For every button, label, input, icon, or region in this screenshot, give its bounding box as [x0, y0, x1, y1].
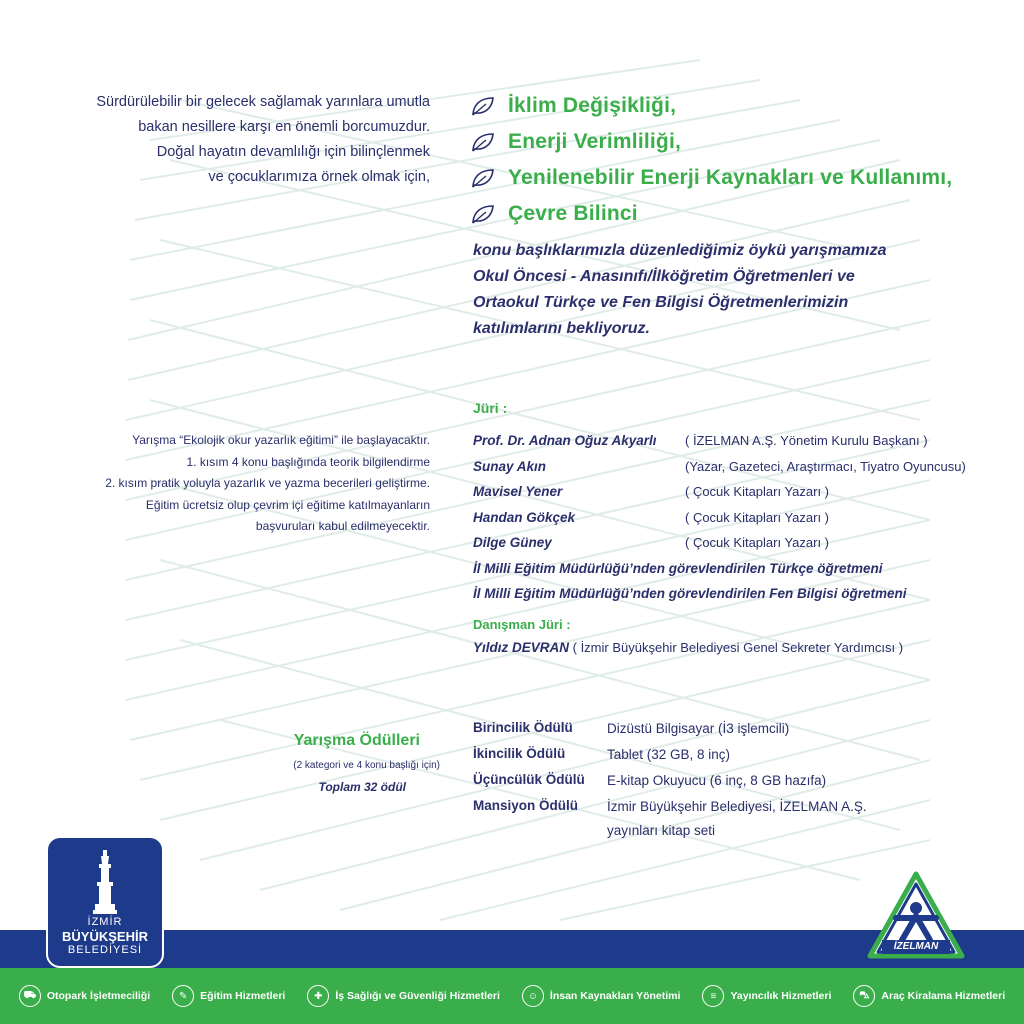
intro-line: Doğal hayatın devamlılığı için bilinçlenmek [156, 144, 430, 160]
prize-value: E-kitap Okuyucu (6 inç, 8 GB hazıfa) [607, 773, 827, 788]
leaf-icon [470, 203, 496, 225]
prize-row [473, 770, 887, 796]
footer-item [522, 985, 681, 1007]
prize-label: Mansiyon Ödülü [473, 798, 579, 813]
footer-label: Eğitim Hizmetleri [200, 990, 286, 1002]
jury-title: Jüri : [473, 400, 508, 416]
training-line: Yarışma “Ekolojik okur yazarlık eğitimi” ile başlayacaktır. [132, 433, 430, 447]
topic-item [470, 88, 1010, 124]
awards-total: Toplam 32 ödül [318, 780, 406, 794]
awards-subtitle: (2 kategori ve 4 konu başlığı için) [293, 760, 440, 771]
topic-item [470, 196, 1010, 232]
footer-item [702, 985, 831, 1007]
book-icon: ≡ [702, 985, 724, 1007]
jury-name: Prof. Dr. Adnan Oğuz Akyarlı [473, 433, 657, 449]
jury-name: Mavisel Yener [473, 484, 563, 500]
footer-item [172, 985, 285, 1007]
ibb-logo [46, 836, 164, 968]
footer-item [307, 985, 500, 1007]
jury-member [473, 505, 1013, 531]
jury-role: ( İZELMAN A.Ş. Yönetim Kurulu Başkanı ) [685, 433, 928, 449]
intro-line: ve çocuklarımıza örnek olmak için, [208, 169, 430, 185]
footer-label: Yayıncılık Hizmetleri [730, 990, 832, 1002]
education-icon: ✎ [172, 985, 194, 1007]
prize-label: İkincilik Ödülü [473, 746, 566, 761]
prize-row [473, 796, 887, 843]
training-line: 1. kısım 4 konu başlığında teorik bilgilendirme [186, 454, 430, 469]
awards-title: Yarışma Ödülleri [293, 732, 420, 749]
jury-member [473, 428, 1013, 454]
jury-name: Sunay Akın [473, 458, 547, 474]
prize-row [473, 718, 887, 744]
clock-tower-icon [91, 850, 119, 914]
footer-label: Araç Kiralama Hizmetleri [881, 990, 1006, 1002]
car-rental-icon: ⛍ [853, 985, 875, 1007]
footer-label: Otopark İşletmeciliği [46, 990, 151, 1002]
prize-label: Birincilik Ödülü [473, 720, 573, 735]
car-icon: ⛟ [19, 985, 41, 1007]
callout-line: Ortaokul Türkçe ve Fen Bilgisi Öğretmenlerimizin [473, 294, 849, 311]
topic-item [470, 124, 1010, 160]
training-text [20, 430, 430, 538]
prize-value: Tablet (32 GB, 8 inç) [607, 747, 731, 762]
advisor-name: Yıldız DEVRAN [473, 640, 570, 655]
ibb-logo-line3: BELEDİYESİ [67, 944, 143, 956]
leaf-icon [470, 95, 496, 117]
ibb-logo-line2: BÜYÜKŞEHİR [62, 929, 148, 944]
footer-item [853, 985, 1005, 1007]
callout-text [473, 238, 993, 342]
jury-extra: İl Milli Eğitim Müdürlüğü’nden görevlendirilen Türkçe öğretmeni [473, 560, 883, 576]
topic-label: Çevre Bilinci [508, 202, 638, 225]
people-icon: ☺ [522, 985, 544, 1007]
jury-member [473, 479, 1013, 505]
izelman-logo [866, 870, 966, 960]
leaf-icon [470, 131, 496, 153]
advisor-line [473, 640, 903, 655]
intro-line: Sürdürülebilir bir gelecek sağlamak yarınlara umutla [96, 94, 430, 110]
leaf-icon [470, 167, 496, 189]
topic-label: Enerji Verimliliği, [508, 130, 682, 153]
topic-list [470, 88, 1010, 232]
jury-extra: İl Milli Eğitim Müdürlüğü’nden görevlendirilen Fen Bilgisi öğretmeni [473, 586, 907, 602]
jury-name: Dilge Güney [473, 535, 552, 551]
callout-line: konu başlıklarımızla düzenlediğimiz öykü yarışmamıza [473, 242, 887, 259]
footer-services [0, 968, 1024, 1024]
izelman-logo-text: İZELMAN [882, 940, 950, 954]
jury-role: ( Çocuk Kitapları Yazarı ) [685, 535, 830, 551]
jury-list [473, 428, 1013, 607]
prize-value: İzmir Büyükşehir Belediyesi, İZELMAN A.Ş. yayınları kitap seti [607, 799, 867, 838]
advisor-role: ( İzmir Büyükşehir Belediyesi Genel Sekreter Yardımcısı ) [569, 640, 904, 655]
jury-role: ( Çocuk Kitapları Yazarı ) [685, 509, 830, 525]
intro-text [20, 90, 430, 190]
prize-row [473, 744, 887, 770]
callout-line: katılımlarını bekliyoruz. [473, 320, 650, 337]
jury-name: Handan Gökçek [473, 509, 576, 525]
intro-line: bakan nesillere karşı en önemli borcumuzdur. [138, 119, 430, 135]
training-line: Eğitim ücretsiz olup çevrim içi eğitime katılmayanların [145, 497, 430, 512]
footer-item [19, 985, 150, 1007]
jury-member [473, 530, 1013, 556]
prize-value: Dizüstü Bilgisayar (İ3 işlemcili) [607, 721, 790, 736]
prize-label: Üçüncülük Ödülü [473, 772, 585, 787]
prize-list [473, 718, 887, 843]
safety-icon: ✚ [307, 985, 329, 1007]
jury-role: (Yazar, Gazeteci, Araştırmacı, Tiyatro Oyuncusu) [685, 458, 966, 474]
training-line: 2. kısım pratik yoluyla yazarlık ve yazma becerileri geliştirme. [105, 476, 430, 490]
training-line: başvuruları kabul edilmeyecektir. [255, 519, 430, 533]
topic-label: Yenilenebilir Enerji Kaynakları ve Kullanımı, [508, 166, 953, 189]
jury-member [473, 454, 1013, 480]
ibb-logo-line1: İZMİR [87, 916, 123, 928]
footer-label: İş Sağlığı ve Güvenliği Hizmetleri [335, 990, 500, 1002]
callout-line: Okul Öncesi - Anasınıfı/İlköğretim Öğretmenleri ve [473, 268, 855, 285]
footer-label: İnsan Kaynakları Yönetimi [549, 990, 681, 1002]
advisor-title: Danışman Jüri : [473, 617, 571, 632]
topic-item [470, 160, 1010, 196]
topic-label: İklim Değişikliği, [508, 94, 677, 117]
jury-role: ( Çocuk Kitapları Yazarı ) [685, 484, 830, 500]
